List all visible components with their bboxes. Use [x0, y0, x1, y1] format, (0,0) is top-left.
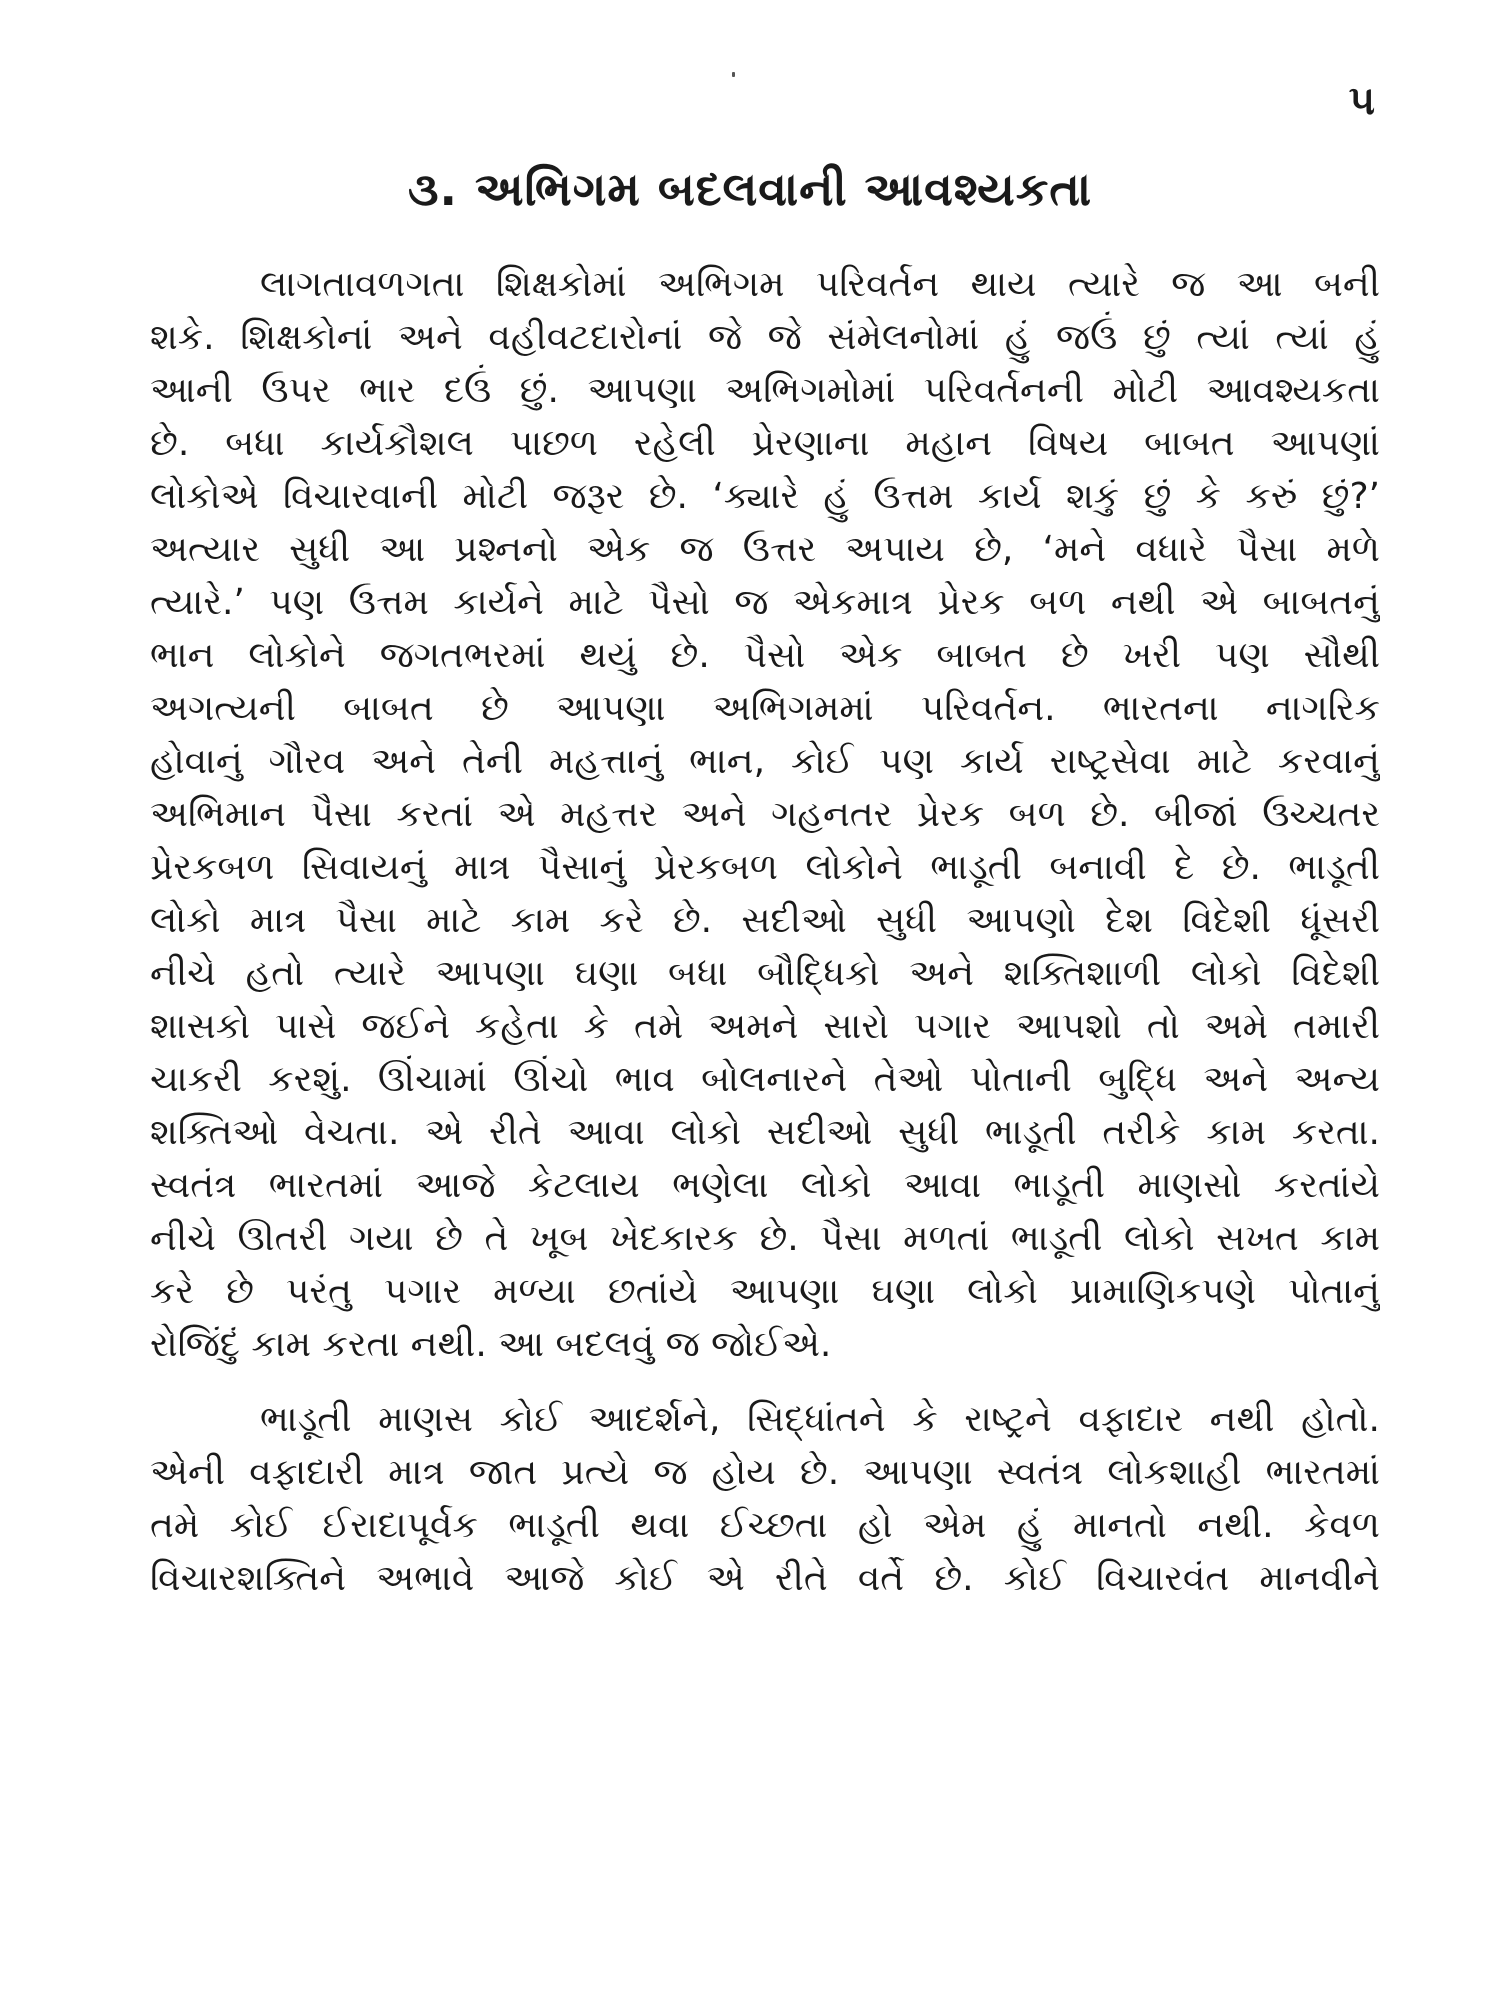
text-line: રોજિંદું કામ કરતા નથી. આ બદલવું જ જોઈએ.	[150, 1324, 832, 1365]
text-line: ત્યારે.’ પણ ઉત્તમ કાર્યને માટે પૈસો જ એકમાત્ર પ્રેરક બળ નથી એ બાબતનું	[150, 582, 1380, 623]
text-line: અભિમાન પૈસા કરતાં એ મહત્તર અને ગહનતર પ્રેરક બળ છે. બીજાં ઉચ્ચતર	[150, 794, 1380, 835]
text-line: છે. બધા કાર્યકૌશલ પાછળ રહેલી પ્રેરણાના મહાન વિષય બાબત આપણાં	[150, 423, 1380, 464]
text-line: નીચે હતો ત્યારે આપણા ઘણા બધા બૌદ્ધિકો અને શક્તિશાળી લોકો વિદેશી	[150, 953, 1380, 994]
body-text	[150, 258, 1380, 1605]
text-line: અગત્યની બાબત છે આપણા અભિગમમાં પરિવર્તન. ભારતના નાગરિક	[150, 688, 1380, 729]
text-line: ભાન લોકોને જગતભરમાં થયું છે. પૈસો એક બાબત છે ખરી પણ સૌથી	[150, 635, 1380, 676]
text-line: લોકો માત્ર પૈસા માટે કામ કરે છે. સદીઓ સુધી આપણો દેશ વિદેશી ધૂંસરી	[150, 900, 1380, 941]
text-line: અત્યાર સુધી આ પ્રશ્નનો એક જ ઉત્તર અપાય છે, ‘મને વધારે પૈસા મળે	[150, 529, 1380, 570]
text-line: લાગતાવળગતા શિક્ષકોમાં અભિગમ પરિવર્તન થાય ત્યારે જ આ બની	[260, 264, 1380, 305]
text-line: શકે. શિક્ષકોનાં અને વહીવટદારોનાં જે જે સંમેલનોમાં હું જઉં છું ત્યાં ત્યાં હું	[150, 317, 1380, 358]
text-line: લોકોએ વિચારવાની મોટી જરૂર છે. ‘ક્યારે હું ઉત્તમ કાર્ય શકું છું કે કરું છું?’	[150, 476, 1380, 517]
page-number: ૫	[1348, 78, 1375, 124]
text-line: એની વફાદારી માત્ર જાત પ્રત્યે જ હોય છે. આપણા સ્વતંત્ર લોકશાહી ભારતમાં	[150, 1452, 1380, 1493]
text-line: ભાડૂતી માણસ કોઈ આદર્શને, સિદ્ધાંતને કે રાષ્ટ્રને વફાદાર નથી હોતો.	[260, 1399, 1380, 1440]
text-line: વિચારશક્તિને અભાવે આજે કોઈ એ રીતે વર્તે છે. કોઈ વિચારવંત માનવીને	[150, 1558, 1380, 1599]
text-line: તમે કોઈ ઈરાદાપૂર્વક ભાડૂતી થવા ઈચ્છતા હો એમ હું માનતો નથી. કેવળ	[150, 1505, 1380, 1546]
text-line: શક્તિઓ વેચતા. એ રીતે આવા લોકો સદીઓ સુધી ભાડૂતી તરીકે કામ કરતા.	[150, 1112, 1380, 1153]
text-line: શાસકો પાસે જઈને કહેતા કે તમે અમને સારો પગાર આપશો તો અમે તમારી	[150, 1006, 1380, 1047]
text-line: ચાકરી કરશું. ઊંચામાં ઊંચો ભાવ બોલનારને તેઓ પોતાની બુદ્ધિ અને અન્ય	[150, 1059, 1380, 1100]
scan-speck	[732, 72, 735, 77]
text-line: પ્રેરકબળ સિવાયનું માત્ર પૈસાનું પ્રેરકબળ લોકોને ભાડૂતી બનાવી દે છે. ભાડૂતી	[150, 847, 1380, 888]
paragraph-gap	[150, 1371, 1380, 1393]
text-line: નીચે ઊતરી ગયા છે તે ખૂબ ખેદકારક છે. પૈસા મળતાં ભાડૂતી લોકો સખત કામ	[150, 1218, 1380, 1259]
text-line: આની ઉપર ભાર દઉં છું. આપણા અભિગમોમાં પરિવર્તનની મોટી આવશ્યકતા	[150, 370, 1380, 411]
text-line: હોવાનું ગૌરવ અને તેની મહત્તાનું ભાન, કોઈ પણ કાર્ય રાષ્ટ્રસેવા માટે કરવાનું	[150, 741, 1380, 782]
text-line: કરે છે પરંતુ પગાર મળ્યા છતાંયે આપણા ઘણા લોકો પ્રામાણિકપણે પોતાનું	[150, 1271, 1380, 1312]
text-line: સ્વતંત્ર ભારતમાં આજે કેટલાય ભણેલા લોકો આવા ભાડૂતી માણસો કરતાંયે	[150, 1165, 1380, 1206]
chapter-title: ૩. અભિગમ બદલવાની આવશ્યકતા	[407, 162, 1093, 216]
